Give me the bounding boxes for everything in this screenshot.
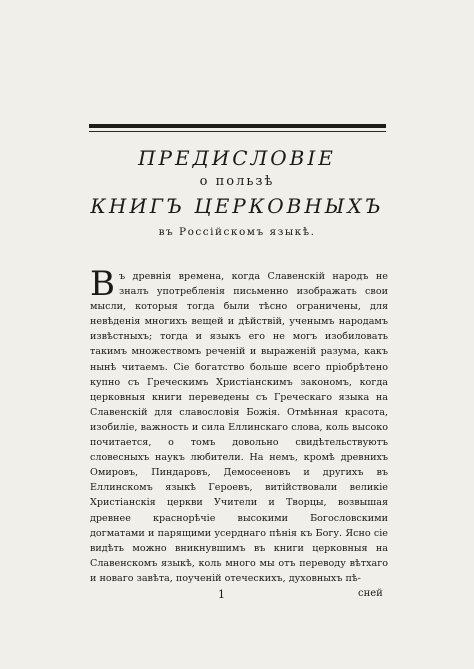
body-paragraph bbox=[90, 264, 388, 586]
header-rule-thick bbox=[89, 124, 386, 128]
paragraph-text: ъ древнія времена, когда Славенскій народъ не зналъ употребленія письменно изображать свои мысли, которыя тогда были тѣсно ограничены, для невѣденія многихъ вещей и дѣйствій, ученымъ народамъ извѣстныхъ; тогда и языкъ его не могъ изобиловать такимъ множествомъ реченій и выраженій разума, какъ нынѣ читаемъ. Сіе богатство больше всего пріобрѣтено купно съ Греческимъ Христіанскимъ закономъ, когда церковныя книги переведены съ Греческаго языка на Славенскій для славословія Божія. Отмѣнная красота, изобиліе, важность и сила Еллинскаго слова, коль высоко почитается, о томъ довольно свидѣтельствуютъ словесныхъ наукъ любители. На немъ, кромѣ древнихъ Омировъ, Пиндаровъ, Демосѳеновъ и другихъ въ Еллинскомъ языкѣ Героевъ, витійствовали великіе Христіанскія церкви Учители и Творцы, возвышая древнее краснорѣчіе высокими Богословскими догматами и парящими усерднаго пѣнія къ Богу. Ясно сіе видѣть можно вникнувшимъ въ книги церковныя на Славенскомъ языкѣ, коль много мы отъ переводу вѣтхаго и новаго завѣта, поученій отеческихъ, духовныхъ пѣ- bbox=[90, 271, 388, 584]
drop-cap: В bbox=[90, 264, 115, 304]
title-preface: ПРЕДИСЛОВІЕ bbox=[138, 146, 336, 170]
catchword: сней bbox=[358, 588, 383, 599]
title-language: въ Россійскомъ языкѣ. bbox=[158, 226, 316, 238]
title-subtitle: о пользѣ bbox=[199, 174, 275, 189]
header-rule-thin bbox=[89, 131, 386, 132]
page-number: 1 bbox=[218, 588, 225, 601]
title-church-books: КНИГЪ ЦЕРКОВНЫХЪ bbox=[90, 194, 384, 218]
